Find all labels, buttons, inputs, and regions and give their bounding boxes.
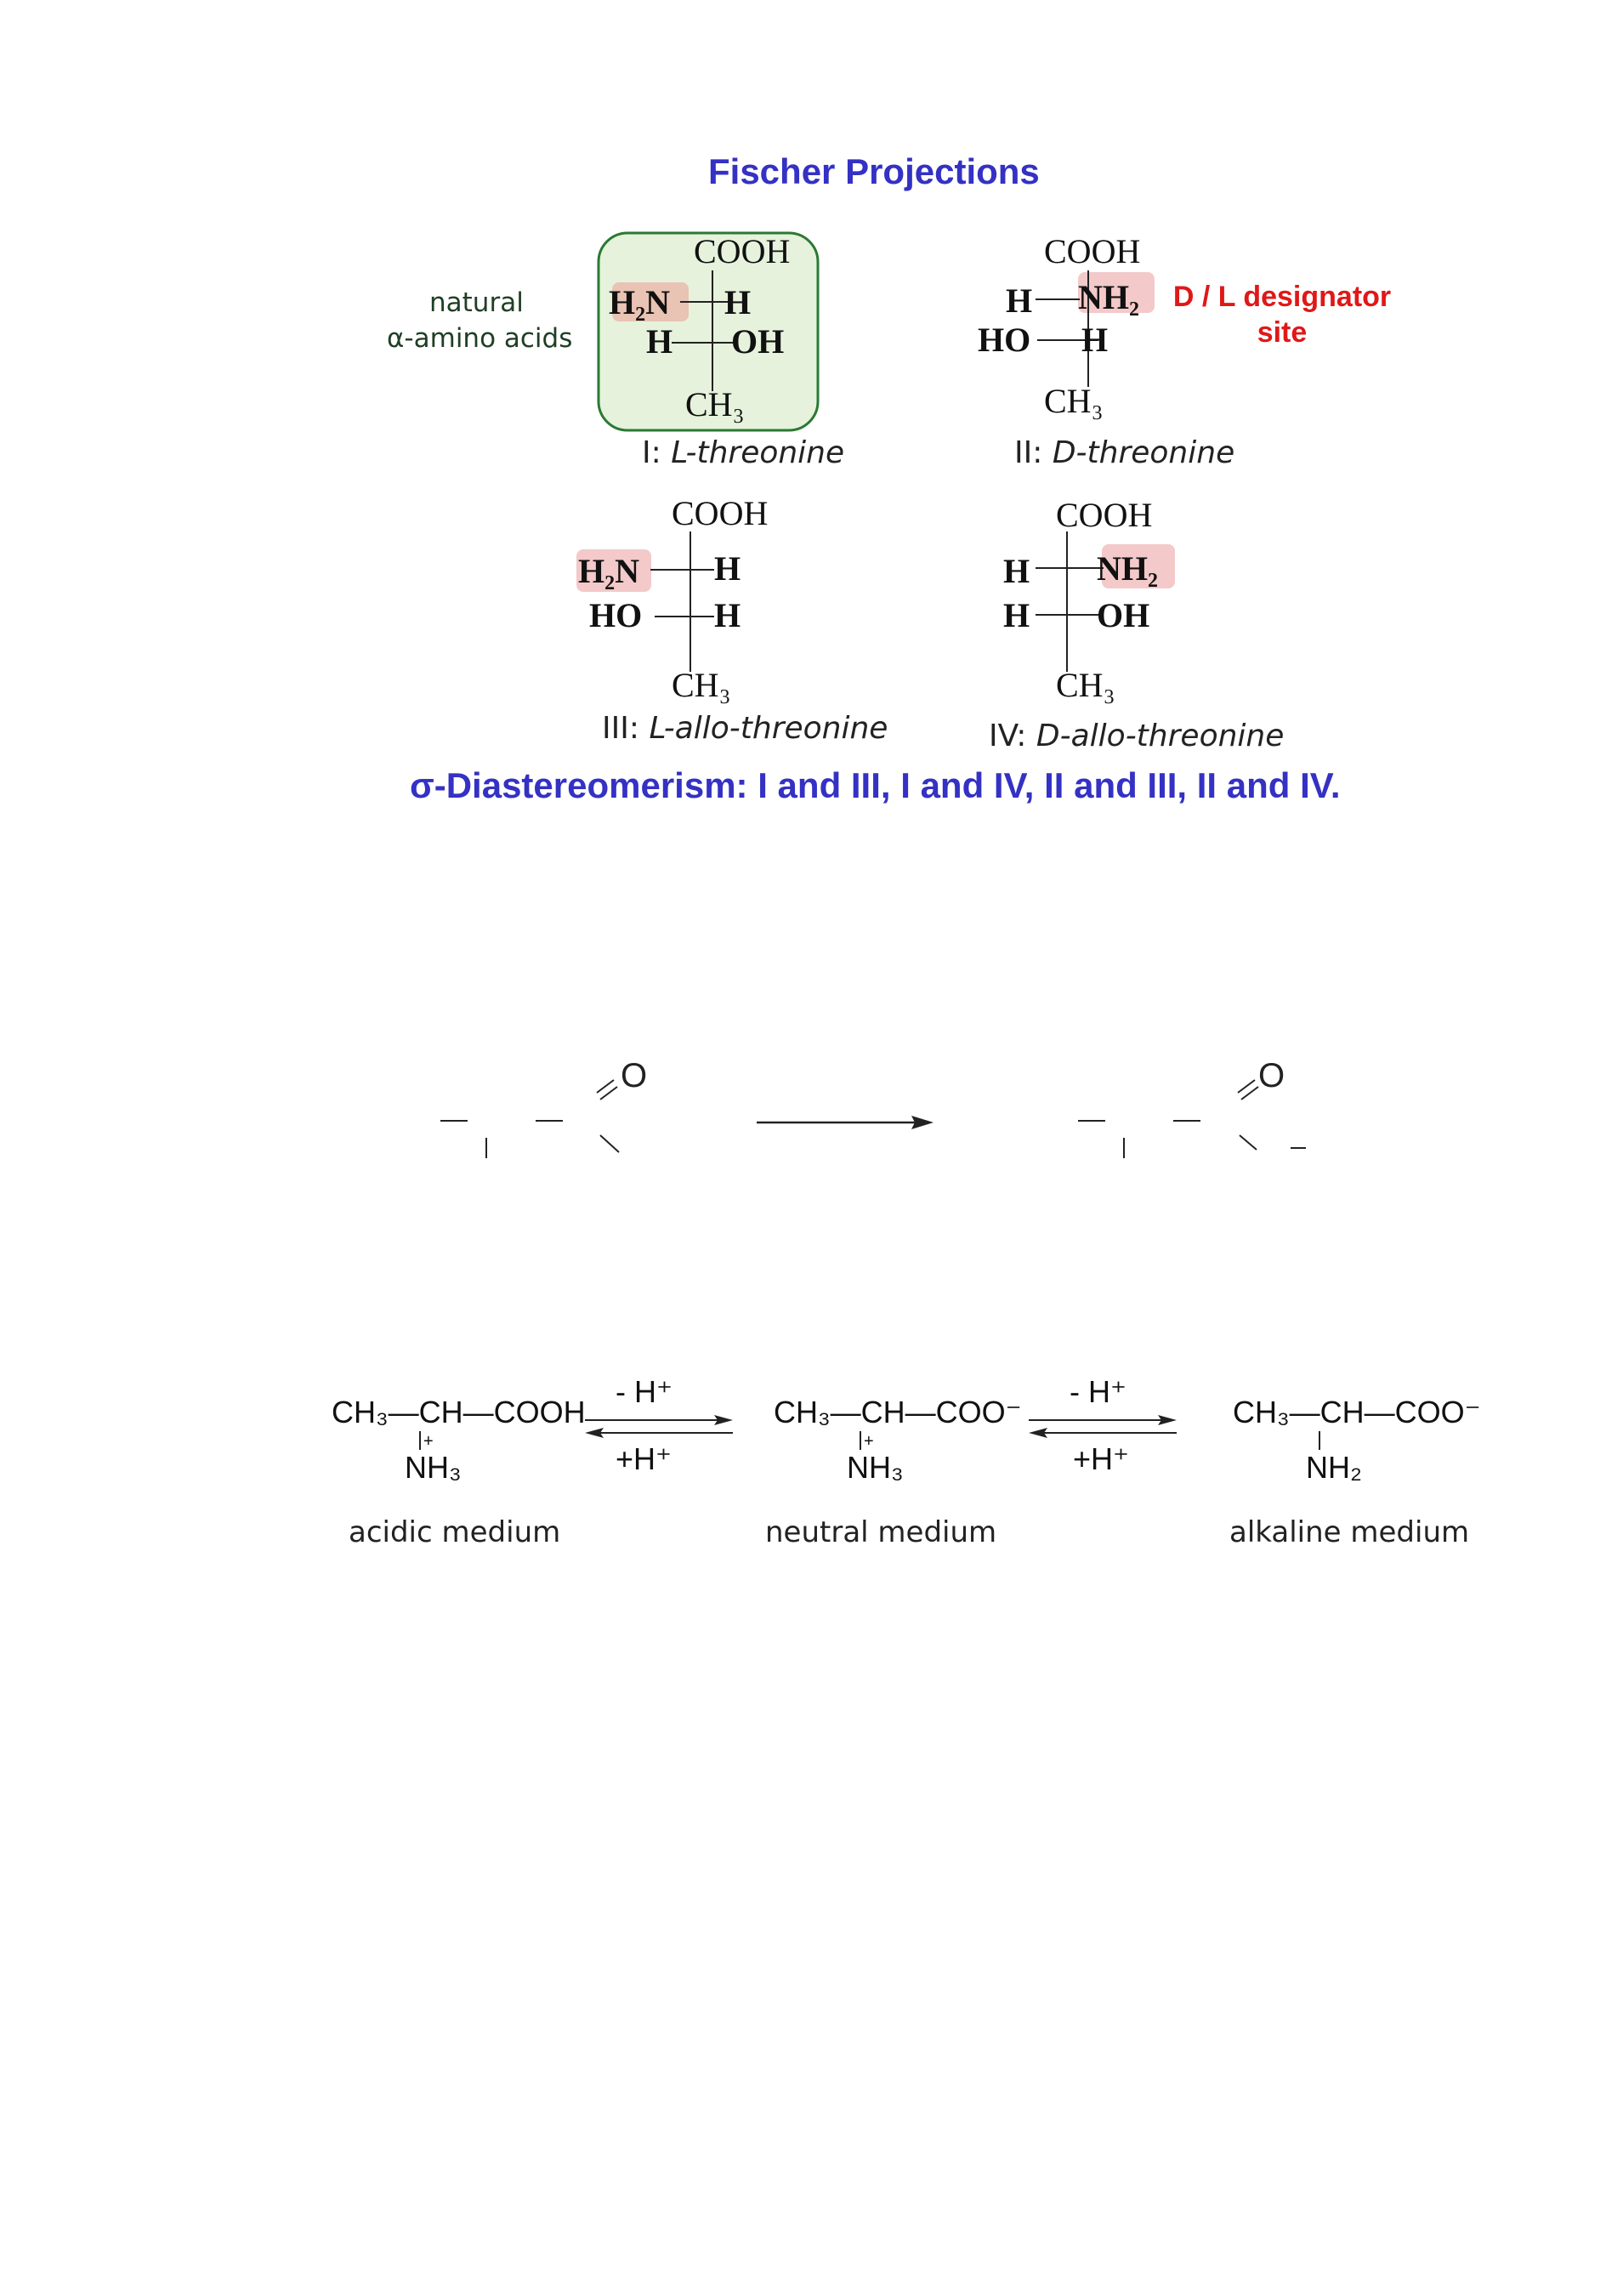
alkaline-label: alkaline medium xyxy=(1229,1515,1470,1549)
group-row1-right: H xyxy=(724,283,752,321)
skeletal-left xyxy=(440,1080,619,1158)
caption-III: III: L-allo-threonine xyxy=(602,711,888,746)
group-row2-left: H xyxy=(646,322,673,361)
group-row2-left: H xyxy=(1003,596,1030,634)
caption-I: I: L-threonine xyxy=(642,435,845,470)
group-top: COOH xyxy=(1044,232,1141,270)
group-row1-left: H xyxy=(1003,552,1030,590)
group-row1-left: H xyxy=(1006,281,1033,320)
group-bottom: CH₃ xyxy=(685,385,745,423)
neutral-charge: + xyxy=(864,1432,874,1451)
neutral-label: neutral medium xyxy=(765,1515,997,1549)
natural-label-line1: natural xyxy=(429,287,524,318)
group-row1-right: H xyxy=(714,549,741,588)
arrow2-bottom-label: +H⁺ xyxy=(1073,1441,1130,1476)
group-row1-left: H₂N xyxy=(578,552,639,590)
fischer-cross-III xyxy=(650,531,714,672)
reaction-arrow xyxy=(757,1116,934,1129)
group-bottom: CH₃ xyxy=(1044,382,1104,420)
designator-label-line2: site xyxy=(1257,316,1308,349)
page-title: Fischer Projections xyxy=(708,151,1040,191)
diastereomerism-statement: σ-Diastereomerism: I and III, I and IV, II and III, II and IV. xyxy=(410,765,1341,805)
group-top: COOH xyxy=(1056,496,1153,534)
group-row1-left: H₂N xyxy=(609,283,670,321)
group-row2-right: H xyxy=(714,596,741,634)
caption-IV: IV: D-allo-threonine xyxy=(989,719,1285,753)
acidic-charge: + xyxy=(423,1432,434,1451)
equilibrium-arrows-1 xyxy=(585,1415,733,1438)
group-row2-right: OH xyxy=(1097,596,1150,634)
alkaline-amino: NH₂ xyxy=(1306,1450,1362,1485)
equilibrium-arrows-2 xyxy=(1029,1415,1177,1438)
group-row2-right: H xyxy=(1081,321,1109,359)
acidic-label: acidic medium xyxy=(349,1515,561,1549)
arrow2-top-label: - H⁺ xyxy=(1070,1374,1126,1409)
designator-label-line1: D / L designator xyxy=(1172,281,1392,313)
group-row2-right: OH xyxy=(731,322,785,361)
group-top: COOH xyxy=(694,232,791,270)
group-row2-left: HO xyxy=(589,596,643,634)
neutral-amino: NH₃ xyxy=(847,1450,904,1485)
alkaline-chain: CH₃—CH—COO⁻ xyxy=(1233,1395,1481,1429)
acidic-chain: CH₃—CH—COOH xyxy=(332,1395,586,1429)
group-bottom: CH₃ xyxy=(672,666,731,704)
neutral-chain: CH₃—CH—COO⁻ xyxy=(774,1395,1022,1429)
acidic-amino: NH₃ xyxy=(405,1450,462,1485)
fischer-cross-IV xyxy=(1036,531,1104,672)
caption-II: II: D-threonine xyxy=(1014,435,1235,470)
natural-label-line2: α-amino acids xyxy=(387,323,573,354)
group-row2-left: HO xyxy=(978,321,1031,359)
oxygen-right: O xyxy=(1258,1057,1285,1094)
oxygen-left: O xyxy=(621,1057,648,1094)
group-row1-right: NH₂ xyxy=(1097,549,1158,588)
arrow1-top-label: - H⁺ xyxy=(616,1374,672,1409)
group-row1-right: NH₂ xyxy=(1078,278,1139,316)
group-bottom: CH₃ xyxy=(1056,666,1115,704)
arrow1-bottom-label: +H⁺ xyxy=(616,1441,672,1476)
group-top: COOH xyxy=(672,494,769,532)
